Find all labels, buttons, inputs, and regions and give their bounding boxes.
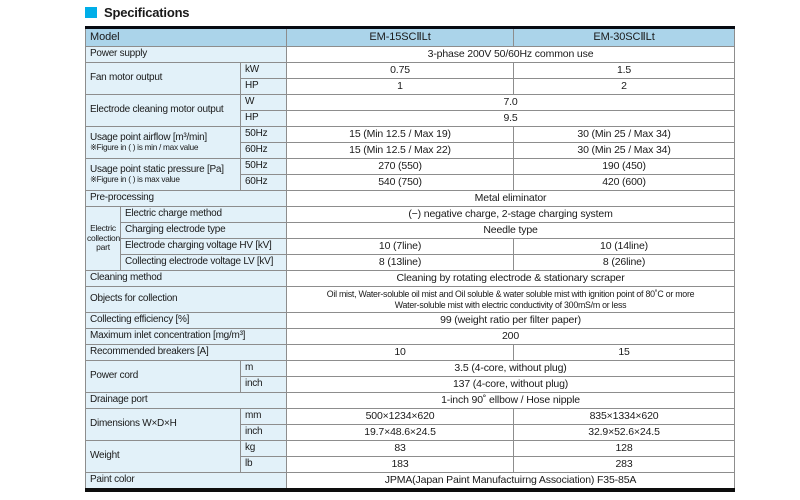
- unit-label: inch: [241, 425, 287, 441]
- row-value-em30: 15: [514, 345, 735, 361]
- model-name-em30: EM-30SCⅡLt: [514, 28, 735, 47]
- specifications-section: [85, 3, 736, 492]
- row-value-em30: 10 (14line): [514, 239, 735, 255]
- row-label: Drainage port: [86, 393, 287, 409]
- unit-label: 60Hz: [241, 143, 287, 159]
- row-value-em15: 10: [287, 345, 514, 361]
- spec-row-max-inlet-concentration: [86, 329, 735, 345]
- row-label: Electrode cleaning motor output: [86, 95, 241, 127]
- row-value: 99 (weight ratio per filter paper): [287, 313, 735, 329]
- spec-row-dimensions-mm: [86, 409, 735, 425]
- row-label: Recommended breakers [A]: [86, 345, 287, 361]
- row-value-em30: 420 (600): [514, 175, 735, 191]
- row-value-em15: 19.7×48.6×24.5: [287, 425, 514, 441]
- row-value-em15: 1: [287, 79, 514, 95]
- section-marker-icon: [85, 7, 97, 18]
- unit-label: kg: [241, 441, 287, 457]
- row-label: Charging electrode type: [121, 223, 287, 239]
- row-label: Collecting electrode voltage LV [kV]: [121, 255, 287, 271]
- specifications-table: [85, 26, 735, 492]
- row-label: [86, 127, 241, 159]
- row-label: Maximum inlet concentration [mg/m³]: [86, 329, 287, 345]
- row-value: 3.5 (4-core, without plug): [287, 361, 735, 377]
- row-value-em15: 15 (Min 12.5 / Max 19): [287, 127, 514, 143]
- row-value: (−) negative charge, 2-stage charging system: [287, 207, 735, 223]
- row-value: [287, 287, 735, 313]
- row-value: 1-inch 90˚ ellbow / Hose nipple: [287, 393, 735, 409]
- spec-row-objects-for-collection: [86, 287, 735, 313]
- row-value-em30: 128: [514, 441, 735, 457]
- spec-row-recommended-breakers: [86, 345, 735, 361]
- section-title: Specifications: [104, 4, 190, 20]
- row-value-em30: 1.5: [514, 63, 735, 79]
- row-label: Dimensions W×D×H: [86, 409, 241, 441]
- objects-line-1: Oil mist, Water-soluble oil mist and Oil soluble & water soluble mist with ignition point of 80˚C or more: [326, 288, 695, 299]
- row-value-em30: 283: [514, 457, 735, 473]
- row-value-em30: 190 (450): [514, 159, 735, 175]
- row-value-em15: 83: [287, 441, 514, 457]
- unit-label: 50Hz: [241, 159, 287, 175]
- model-name-em15: EM-15SCⅡLt: [287, 28, 514, 47]
- unit-label: m: [241, 361, 287, 377]
- row-label: Electric charge method: [121, 207, 287, 223]
- row-label: Fan motor output: [86, 63, 241, 95]
- row-label-note: ※Figure in ( ) is max value: [90, 174, 180, 185]
- row-label: Paint color: [86, 473, 287, 491]
- row-value-em30: 30 (Min 25 / Max 34): [514, 143, 735, 159]
- row-value-em15: 540 (750): [287, 175, 514, 191]
- spec-row-drainage-port: [86, 393, 735, 409]
- row-value-em30: 32.9×52.6×24.5: [514, 425, 735, 441]
- row-value: 7.0: [287, 95, 735, 111]
- spec-row-collecting-efficiency: [86, 313, 735, 329]
- spec-row-electrode-type: [86, 223, 735, 239]
- spec-row-power-cord-m: [86, 361, 735, 377]
- row-value-em15: 0.75: [287, 63, 514, 79]
- row-value: JPMA(Japan Paint Manufactuirng Association) F35-85A: [287, 473, 735, 491]
- spec-row-electrode-cleaning-w: [86, 95, 735, 111]
- spec-row-paint-color: [86, 473, 735, 491]
- row-label: Cleaning method: [86, 271, 287, 287]
- row-value-em30: 2: [514, 79, 735, 95]
- unit-label: mm: [241, 409, 287, 425]
- spec-row-collecting-voltage-lv: [86, 255, 735, 271]
- unit-label: 60Hz: [241, 175, 287, 191]
- row-value: Metal eliminator: [287, 191, 735, 207]
- unit-label: inch: [241, 377, 287, 393]
- row-label: [86, 159, 241, 191]
- row-label: Weight: [86, 441, 241, 473]
- row-value-em15: 270 (550): [287, 159, 514, 175]
- row-value: Cleaning by rotating electrode & stationary scraper: [287, 271, 735, 287]
- spec-row-fan-motor-kw: [86, 63, 735, 79]
- row-value-em15: 15 (Min 12.5 / Max 22): [287, 143, 514, 159]
- row-label: Electrode charging voltage HV [kV]: [121, 239, 287, 255]
- row-label: Power supply: [86, 47, 287, 63]
- row-label-text: Usage point airflow [m³/min]: [90, 131, 207, 143]
- row-value: 137 (4-core, without plug): [287, 377, 735, 393]
- spec-row-airflow-50hz: [86, 127, 735, 143]
- row-value: Needle type: [287, 223, 735, 239]
- spec-row-static-pressure-50hz: [86, 159, 735, 175]
- row-value-em30: 30 (Min 25 / Max 34): [514, 127, 735, 143]
- row-value-em15: 183: [287, 457, 514, 473]
- row-label-note: ※Figure in ( ) is min / max value: [90, 142, 199, 153]
- spec-row-charge-method: [86, 207, 735, 223]
- row-value: 9.5: [287, 111, 735, 127]
- row-label: Pre-processing: [86, 191, 287, 207]
- row-label: Objects for collection: [86, 287, 287, 313]
- spec-row-weight-kg: [86, 441, 735, 457]
- unit-label: HP: [241, 79, 287, 95]
- unit-label: kW: [241, 63, 287, 79]
- section-header: [85, 3, 736, 21]
- row-label: Collecting efficiency [%]: [86, 313, 287, 329]
- row-label: Power cord: [86, 361, 241, 393]
- unit-label: 50Hz: [241, 127, 287, 143]
- unit-label: W: [241, 95, 287, 111]
- spec-row-pre-processing: [86, 191, 735, 207]
- group-label-electric-collection: Electric collection part: [86, 207, 121, 271]
- row-label-text: Usage point static pressure [Pa]: [90, 163, 224, 175]
- spec-row-cleaning-method: [86, 271, 735, 287]
- row-value-em30: 8 (26line): [514, 255, 735, 271]
- unit-label: lb: [241, 457, 287, 473]
- unit-label: HP: [241, 111, 287, 127]
- model-header-label: Model: [86, 28, 287, 47]
- row-value: 3-phase 200V 50/60Hz common use: [287, 47, 735, 63]
- row-value-em15: 8 (13line): [287, 255, 514, 271]
- row-value-em30: 835×1334×620: [514, 409, 735, 425]
- spec-row-power-supply: [86, 47, 735, 63]
- spec-row-charging-voltage-hv: [86, 239, 735, 255]
- row-value: 200: [287, 329, 735, 345]
- table-header-row: [86, 28, 735, 47]
- row-value-em15: 500×1234×620: [287, 409, 514, 425]
- row-value-em15: 10 (7line): [287, 239, 514, 255]
- objects-line-2: Water-soluble mist with electric conductivity of 300mS/m or less: [394, 299, 627, 310]
